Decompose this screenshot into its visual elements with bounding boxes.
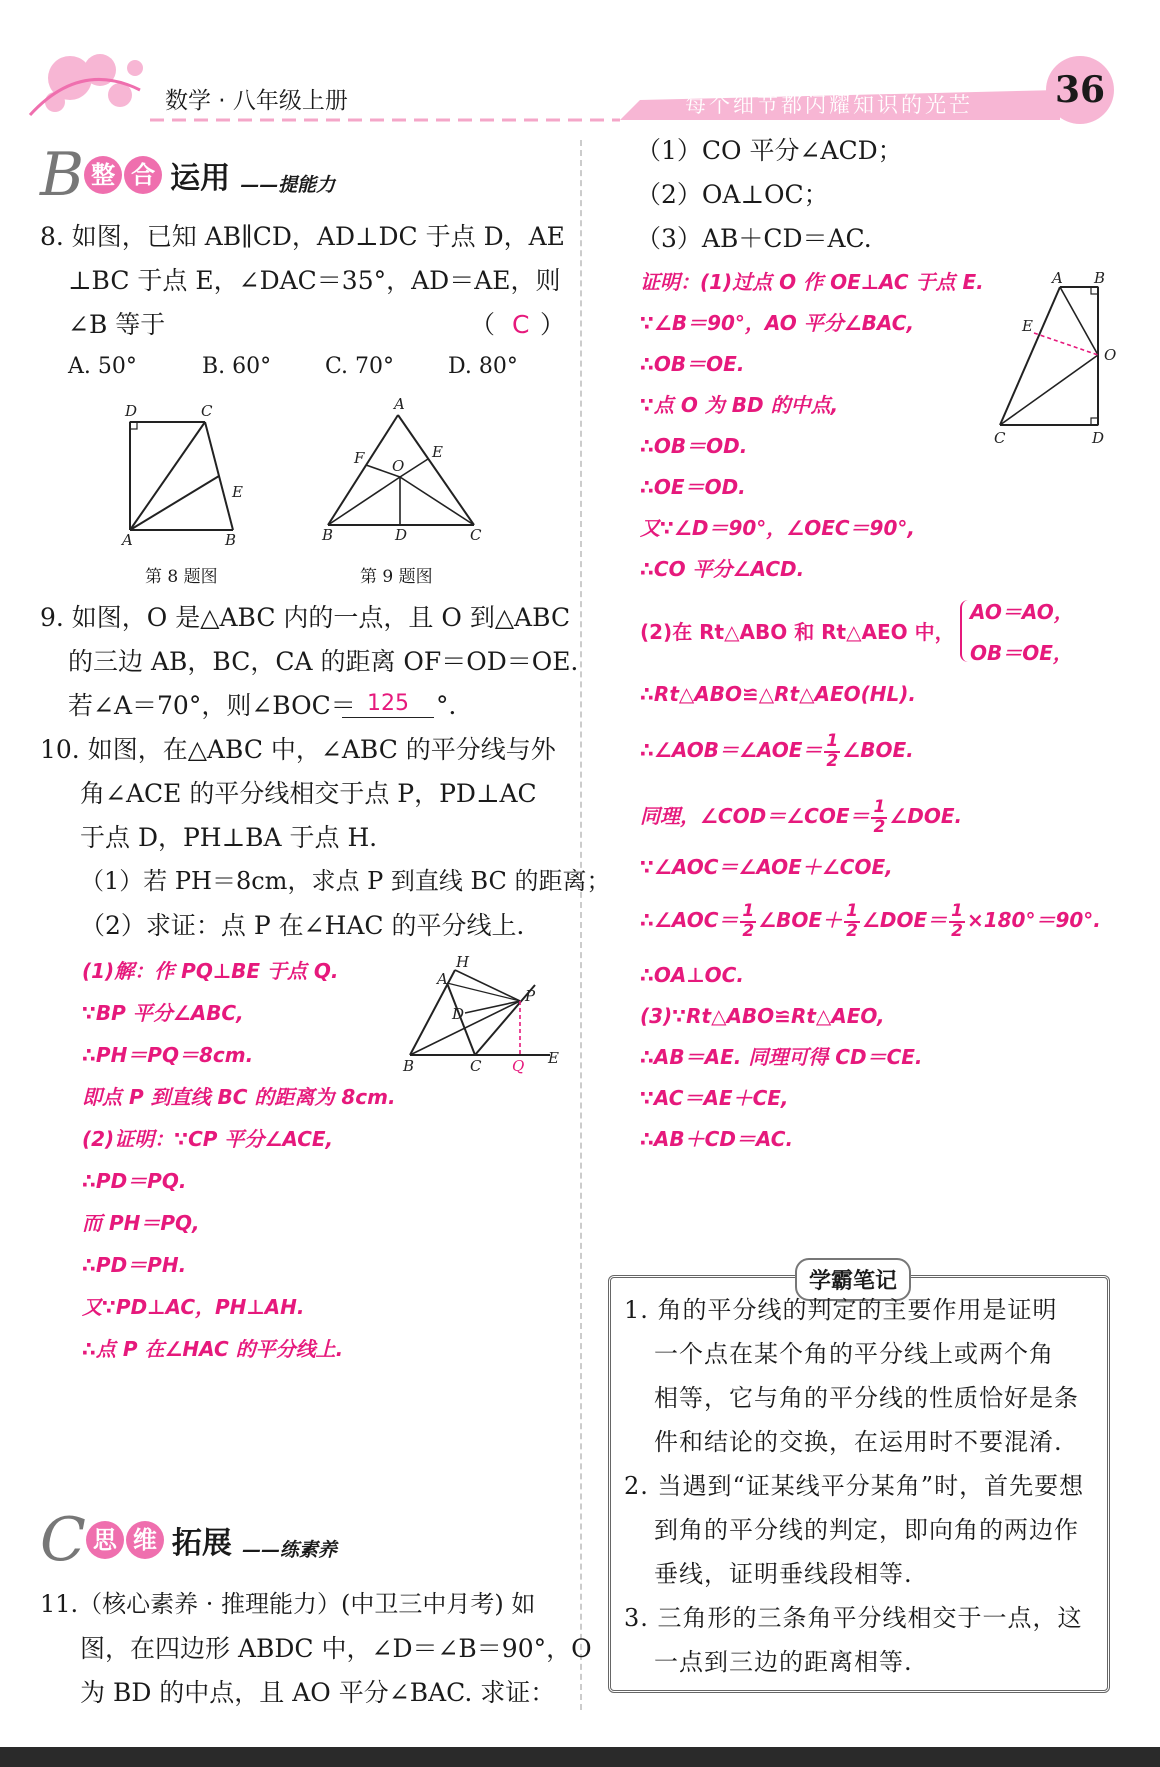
fig10-label-d: D [452, 1005, 465, 1023]
q11-proof3-2: ∴AB＝AE. 同理可得 CD＝CE. [640, 1045, 923, 1069]
q11-proof1-5: ∴OB＝OD. [640, 434, 748, 458]
fig9-label-f: F [354, 449, 365, 467]
fig9-label-c: C [470, 526, 482, 544]
fig11-label-d: D [1092, 429, 1105, 447]
q10-solution-5: (2)证明：∵CP 平分∠ACE, [82, 1127, 334, 1151]
section-b-title: 运用 [170, 161, 231, 196]
section-b-bubble-1: 整 [84, 156, 122, 194]
fraction-half [824, 730, 840, 771]
header-subject: 数学 · 八年级上册 [165, 88, 348, 114]
figure-10 [400, 955, 570, 1075]
notes-line-6: 到角的平分线的判定，即向角的两边作 [654, 1516, 1079, 1544]
fig10-label-a: A [437, 970, 448, 988]
notes-line-8: 3. 三角形的三条角平分线相交于一点，这 [624, 1604, 1083, 1632]
q9-line-3-post: °． [436, 691, 474, 720]
q9-figure-caption: 第 9 题图 [360, 567, 433, 587]
figure-8 [115, 400, 255, 550]
header-decoration [0, 40, 1160, 130]
q11-line-3: 为 BD 的中点，且 AO 平分∠BAC. 求证： [80, 1678, 556, 1707]
q8-bracket-close: ） [540, 310, 566, 339]
q10-solution-2: ∵BP 平分∠ABC, [82, 1001, 244, 1025]
fig10-label-p: P [525, 987, 536, 1005]
fraction-den: 2 [742, 920, 755, 941]
fraction-den: 2 [826, 750, 839, 771]
q8-line-3: ∠B 等于 [68, 310, 166, 339]
q11-p2-line-3-post: ∠BOE. [842, 738, 914, 762]
fraction-den: 2 [873, 816, 886, 837]
q8-line-1: 8. 如图，已知 AB∥CD，AD⊥DC 于点 D，AE [40, 222, 565, 251]
q8-option-c: C. 70° [325, 354, 395, 379]
section-c-bubble-2: 维 [126, 1521, 164, 1559]
fig8-label-c: C [201, 402, 213, 420]
q11-p2-case-1: AO＝AO， [970, 600, 1074, 624]
fraction-half [871, 796, 887, 837]
q8-option-b: B. 60° [202, 354, 272, 379]
q10-solution-8: ∴PD＝PH. [82, 1253, 187, 1277]
q11-proof3-1: (3)∵Rt△ABO≌Rt△AEO, [640, 1004, 885, 1028]
q10-line-3: 于点 D，PH⊥BA 于点 H． [80, 823, 395, 852]
q11-proof1-3: ∴OB＝OE. [640, 352, 745, 376]
q11-p2-line-6-mid-2: ∠DOE＝ [861, 908, 948, 932]
section-c-title: 拓展 [171, 1526, 232, 1561]
fig11-label-o: O [1104, 346, 1117, 364]
q11-proof1-8: ∴CO 平分∠ACD. [640, 557, 805, 581]
q11-line-2: 图，在四边形 ABDC 中，∠D＝∠B＝90°，O [80, 1634, 592, 1663]
q11-proof1-6: ∴OE＝OD. [640, 475, 746, 499]
q8-option-a: A. 50° [68, 354, 137, 379]
q11-p2-line-7: ∴OA⊥OC. [640, 963, 744, 987]
section-c-bubble-1: 思 [86, 1521, 124, 1559]
q10-solution-9: 又∵PD⊥AC，PH⊥AH. [82, 1295, 305, 1319]
fraction-num: 1 [846, 900, 858, 921]
fraction-half [949, 900, 965, 941]
section-c-heading [40, 1505, 337, 1575]
q11-proof3-4: ∴AB＋CD＝AC. [640, 1127, 794, 1151]
q8-bracket-open: （ [470, 310, 496, 339]
q11-p2-line-6 [640, 898, 1101, 942]
q11-p2-line-6-mid-1: ∠BOE＋ [758, 908, 843, 932]
notes-title: 学霸笔记 [795, 1258, 911, 1301]
q11-line-1: 11.（核心素养 · 推理能力）(中卫三中月考) 如 [40, 1590, 536, 1618]
q8-option-d: D. 80° [448, 354, 518, 379]
figure-11 [990, 265, 1130, 450]
fig10-label-e: E [548, 1049, 559, 1067]
fig10-label-b: B [403, 1057, 415, 1075]
fig11-label-c: C [994, 429, 1006, 447]
q11-p2-intro: (2)在 Rt△ABO 和 Rt△AEO 中， [640, 620, 955, 644]
fig9-label-o: O [392, 457, 405, 475]
q11-p2-case-2: OB＝OE， [970, 641, 1073, 665]
q10-solution-7: 而 PH＝PQ, [82, 1211, 200, 1235]
page-number: 36 [1055, 69, 1106, 111]
fraction-half [740, 900, 756, 941]
fig8-label-d: D [125, 402, 138, 420]
fraction-half [844, 900, 860, 941]
notes-line-4: 件和结论的交换，在运用时不要混淆. [654, 1428, 1063, 1456]
fraction-num: 1 [873, 796, 886, 817]
q8-figure-caption: 第 8 题图 [145, 567, 218, 587]
fraction-num: 1 [826, 730, 839, 751]
fig8-label-e: E [232, 483, 243, 501]
q11-p2-line-6-pre: ∴∠AOC＝ [640, 908, 739, 932]
bottom-bar [0, 1747, 1160, 1767]
q10-line-5: （2）求证：点 P 在∠HAC 的平分线上． [80, 911, 542, 940]
q11-proof1-2: ∵∠B＝90°，AO 平分∠BAC, [640, 311, 915, 335]
q11-claim-1: （1）CO 平分∠ACD； [636, 136, 903, 165]
column-divider [580, 140, 582, 1710]
notes-line-1: 1. 角的平分线的判定的主要作用是证明 [624, 1296, 1058, 1324]
header-slogan: 每个细节都闪耀知识的光芒 [685, 93, 973, 117]
notes-line-2: 一个点在某个角的平分线上或两个角 [654, 1340, 1054, 1368]
notes-line-3: 相等，它与角的平分线的性质恰好是条 [654, 1384, 1079, 1412]
q10-line-1: 10. 如图，在△ABC 中，∠ABC 的平分线与外 [40, 735, 556, 764]
fig9-label-e: E [432, 443, 443, 461]
fig9-label-a: A [394, 395, 405, 413]
q11-p2-cong: ∴Rt△ABO≌△Rt△AEO(HL). [640, 682, 916, 706]
q9-answer: 125 [342, 693, 434, 718]
q11-p2-line-3-pre: ∴∠AOB＝∠AOE＝ [640, 738, 823, 762]
fig11-label-b: B [1094, 269, 1106, 287]
q9-line-3-pre: 若∠A＝70°，则∠BOC＝ [68, 691, 356, 720]
notes-line-5: 2. 当遇到“证某线平分某角”时，首先要想 [624, 1472, 1085, 1500]
section-b-heading [40, 140, 335, 210]
section-b-letter: B [40, 140, 85, 210]
q11-p2-brace [960, 600, 970, 662]
fraction-den: 2 [951, 920, 963, 941]
q10-solution-6: ∴PD＝PQ. [82, 1169, 187, 1193]
q11-p2-line-6-post: ×180°＝90°. [966, 908, 1101, 932]
q11-p2-line-3 [640, 728, 914, 772]
q8-line-2: ⊥BC 于点 E，∠DAC＝35°，AD＝AE，则 [68, 266, 561, 295]
q10-solution-3: ∴PH＝PQ＝8cm. [82, 1043, 254, 1067]
notes-line-9: 一点到三边的距离相等. [654, 1648, 913, 1676]
fraction-den: 2 [846, 920, 858, 941]
section-b-bubble-2: 合 [124, 156, 162, 194]
fig9-label-d: D [395, 526, 408, 544]
q11-claim-3: （3）AB＋CD＝AC. [636, 224, 872, 253]
fig8-label-b: B [225, 531, 237, 549]
q11-p2-line-4-post: ∠DOE. [889, 804, 963, 828]
q11-proof1-4: ∵点 O 为 BD 的中点, [640, 393, 839, 417]
q11-proof1-1: 证明：(1)过点 O 作 OE⊥AC 于点 E. [640, 270, 984, 294]
q10-line-4: （1）若 PH＝8cm，求点 P 到直线 BC 的距离； [80, 867, 611, 895]
notes-line-7: 垂线，证明垂线段相等. [654, 1560, 913, 1588]
q9-line-1: 9. 如图，O 是△ABC 内的一点，且 O 到△ABC [40, 603, 571, 632]
q8-answer: C [512, 310, 530, 339]
q10-solution-1: (1)解：作 PQ⊥BE 于点 Q. [82, 959, 339, 983]
fraction-num: 1 [742, 900, 755, 921]
q11-p2-line-5: ∵∠AOC＝∠AOE＋∠COE, [640, 855, 893, 879]
q11-proof1-7: 又∵∠D＝90°，∠OEC＝90°, [640, 516, 915, 540]
section-c-letter: C [40, 1505, 86, 1575]
q11-claim-2: （2）OA⊥OC； [636, 180, 829, 209]
q10-line-2: 角∠ACE 的平分线相交于点 P，PD⊥AC [80, 779, 537, 808]
q9-line-2: 的三边 AB，BC，CA 的距离 OF＝OD＝OE． [68, 647, 596, 676]
fig10-label-c: C [470, 1057, 482, 1075]
fig8-label-a: A [122, 531, 133, 549]
figure-9 [320, 395, 490, 545]
fig10-label-h: H [456, 955, 470, 971]
q10-solution-10: ∴点 P 在∠HAC 的平分线上. [82, 1337, 344, 1361]
q11-proof3-3: ∵AC＝AE＋CE, [640, 1086, 789, 1110]
fraction-num: 1 [951, 900, 963, 921]
fig11-label-a: A [1052, 269, 1063, 287]
q10-solution-4: 即点 P 到直线 BC 的距离为 8cm. [82, 1085, 396, 1109]
fig11-label-e: E [1022, 317, 1033, 335]
fig10-label-q: Q [512, 1057, 525, 1075]
fig9-label-b: B [322, 526, 334, 544]
section-c-subtitle: ——练素养 [241, 1538, 337, 1561]
section-b-subtitle: ——提能力 [240, 173, 336, 196]
q11-p2-line-4-pre: 同理，∠COD＝∠COE＝ [640, 804, 870, 828]
q11-p2-line-4 [640, 794, 962, 838]
